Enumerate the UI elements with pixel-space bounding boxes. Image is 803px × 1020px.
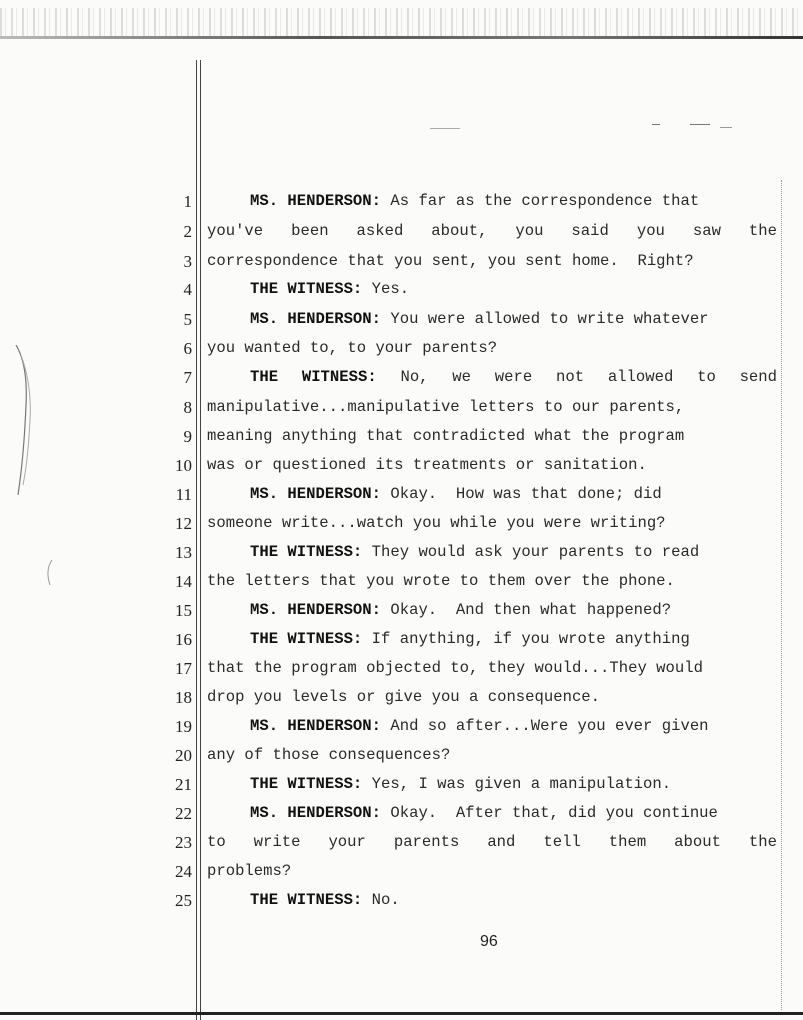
speaker-label: THE WITNESS:: [250, 775, 363, 793]
scan-top-border: [0, 36, 803, 39]
line-text: [207, 659, 777, 677]
scan-speck: [720, 127, 732, 128]
speaker-label: MS. HENDERSON:: [250, 717, 382, 735]
transcript-line: [0, 454, 803, 483]
transcript-line: [0, 512, 803, 541]
transcript-line: [0, 483, 803, 512]
line-content: problems?: [207, 862, 292, 880]
transcript-line: [0, 802, 803, 831]
line-text: [207, 398, 777, 416]
line-text: [250, 717, 777, 735]
speaker-label: THE WITNESS:: [250, 891, 363, 909]
line-content: Okay. After that, did you continue: [381, 804, 718, 822]
line-content: the letters that you wrote to them over the phone.: [207, 572, 675, 590]
line-number: 19: [175, 717, 192, 736]
line-number: 1: [183, 192, 192, 211]
line-text: [250, 310, 777, 328]
line-content: And so after...Were you ever given: [381, 717, 709, 735]
speaker-label: THE WITNESS:: [250, 543, 363, 561]
transcript-line: [0, 541, 803, 570]
speaker-label: THE WITNESS:: [250, 630, 363, 648]
line-text: [207, 833, 777, 851]
line-content: If anything, if you wrote anything: [362, 630, 690, 648]
line-text: [250, 485, 777, 503]
line-number: 5: [183, 310, 192, 329]
transcript-line: [0, 628, 803, 657]
speaker-label: THE WITNESS:: [250, 368, 377, 386]
line-number: 16: [175, 630, 192, 649]
line-number: 7: [183, 368, 192, 387]
scan-speck: [430, 128, 460, 129]
line-text: [250, 543, 777, 561]
line-content: meaning anything that contradicted what the program: [207, 427, 685, 445]
line-content: No, we were not allowed to send: [376, 368, 777, 386]
line-content: you've been asked about, you said you saw the: [207, 222, 777, 240]
transcript-line: [0, 686, 803, 715]
line-content: that the program objected to, they would...They would: [207, 659, 703, 677]
transcript-line: [0, 860, 803, 889]
line-text: [207, 427, 777, 445]
line-number: 22: [175, 804, 192, 823]
line-text: [250, 601, 777, 619]
transcript-line: [0, 396, 803, 425]
transcript-line: [0, 337, 803, 366]
line-number: 24: [175, 862, 192, 881]
line-text: [207, 572, 777, 590]
line-number: 21: [175, 775, 192, 794]
line-number: 10: [175, 456, 192, 475]
line-content: any of those consequences?: [207, 746, 451, 764]
line-text: [207, 252, 777, 270]
scan-speck: [652, 124, 660, 125]
line-text: [250, 630, 777, 648]
line-number: 4: [183, 280, 192, 299]
speaker-label: MS. HENDERSON:: [250, 192, 382, 210]
speaker-label: MS. HENDERSON:: [250, 804, 382, 822]
transcript-line: [0, 220, 803, 249]
speaker-label: MS. HENDERSON:: [250, 601, 382, 619]
line-text: [250, 368, 777, 386]
transcript-line: [0, 425, 803, 454]
page-number: 96: [480, 933, 498, 950]
line-text: [250, 775, 777, 793]
line-number: 20: [175, 746, 192, 765]
transcript-line: [0, 715, 803, 744]
line-content: correspondence that you sent, you sent home. Right?: [207, 252, 694, 270]
line-number: 12: [175, 514, 192, 533]
line-number: 17: [175, 659, 192, 678]
transcript-line: [0, 831, 803, 860]
line-number: 13: [175, 543, 192, 562]
line-text: [250, 891, 777, 909]
transcript-line: [0, 366, 803, 395]
line-text: [207, 456, 777, 474]
line-number: 14: [175, 572, 192, 591]
line-content: Okay. And then what happened?: [381, 601, 672, 619]
line-content: was or questioned its treatments or sanitation.: [207, 456, 647, 474]
line-text: [250, 280, 777, 298]
line-number: 25: [175, 891, 192, 910]
line-content: drop you levels or give you a consequence.: [207, 688, 601, 706]
transcript-line: [0, 250, 803, 279]
line-number: 9: [183, 427, 192, 446]
transcript-line: [0, 278, 803, 307]
line-content: you wanted to, to your parents?: [207, 339, 498, 357]
line-content: They would ask your parents to read: [362, 543, 700, 561]
line-number: 2: [183, 222, 192, 241]
transcript-line: [0, 657, 803, 686]
line-content: Yes.: [362, 280, 410, 298]
line-number: 3: [183, 252, 192, 271]
line-content: Okay. How was that done; did: [381, 485, 662, 503]
line-content: As far as the correspondence that: [381, 192, 700, 210]
scan-noise-top: [0, 8, 803, 38]
transcript-line: [0, 889, 803, 918]
line-text: [250, 192, 777, 210]
line-content: Yes, I was given a manipulation.: [362, 775, 672, 793]
transcript-line: [0, 599, 803, 628]
line-content: manipulative...manipulative letters to our parents,: [207, 398, 685, 416]
transcript-line: [0, 773, 803, 802]
line-text: [207, 339, 777, 357]
line-text: [250, 804, 777, 822]
speaker-label: MS. HENDERSON:: [250, 310, 382, 328]
page-bottom-border: [0, 1012, 803, 1015]
line-text: [207, 222, 777, 240]
line-content: You were allowed to write whatever: [381, 310, 709, 328]
transcript-line: [0, 190, 803, 219]
line-text: [207, 746, 777, 764]
line-number: 8: [183, 398, 192, 417]
line-text: [207, 514, 777, 532]
transcript-line: [0, 744, 803, 773]
scan-speck: [690, 124, 710, 125]
line-number: 23: [175, 833, 192, 852]
line-content: someone write...watch you while you were writing?: [207, 514, 666, 532]
transcript-line: [0, 308, 803, 337]
speaker-label: THE WITNESS:: [250, 280, 363, 298]
transcript-line: [0, 570, 803, 599]
line-number: 15: [175, 601, 192, 620]
line-text: [207, 862, 777, 880]
line-text: [207, 688, 777, 706]
line-number: 6: [183, 339, 192, 358]
line-number: 11: [175, 485, 192, 504]
line-number: 18: [175, 688, 192, 707]
speaker-label: MS. HENDERSON:: [250, 485, 382, 503]
line-content: No.: [362, 891, 400, 909]
line-content: to write your parents and tell them about the: [207, 833, 777, 851]
